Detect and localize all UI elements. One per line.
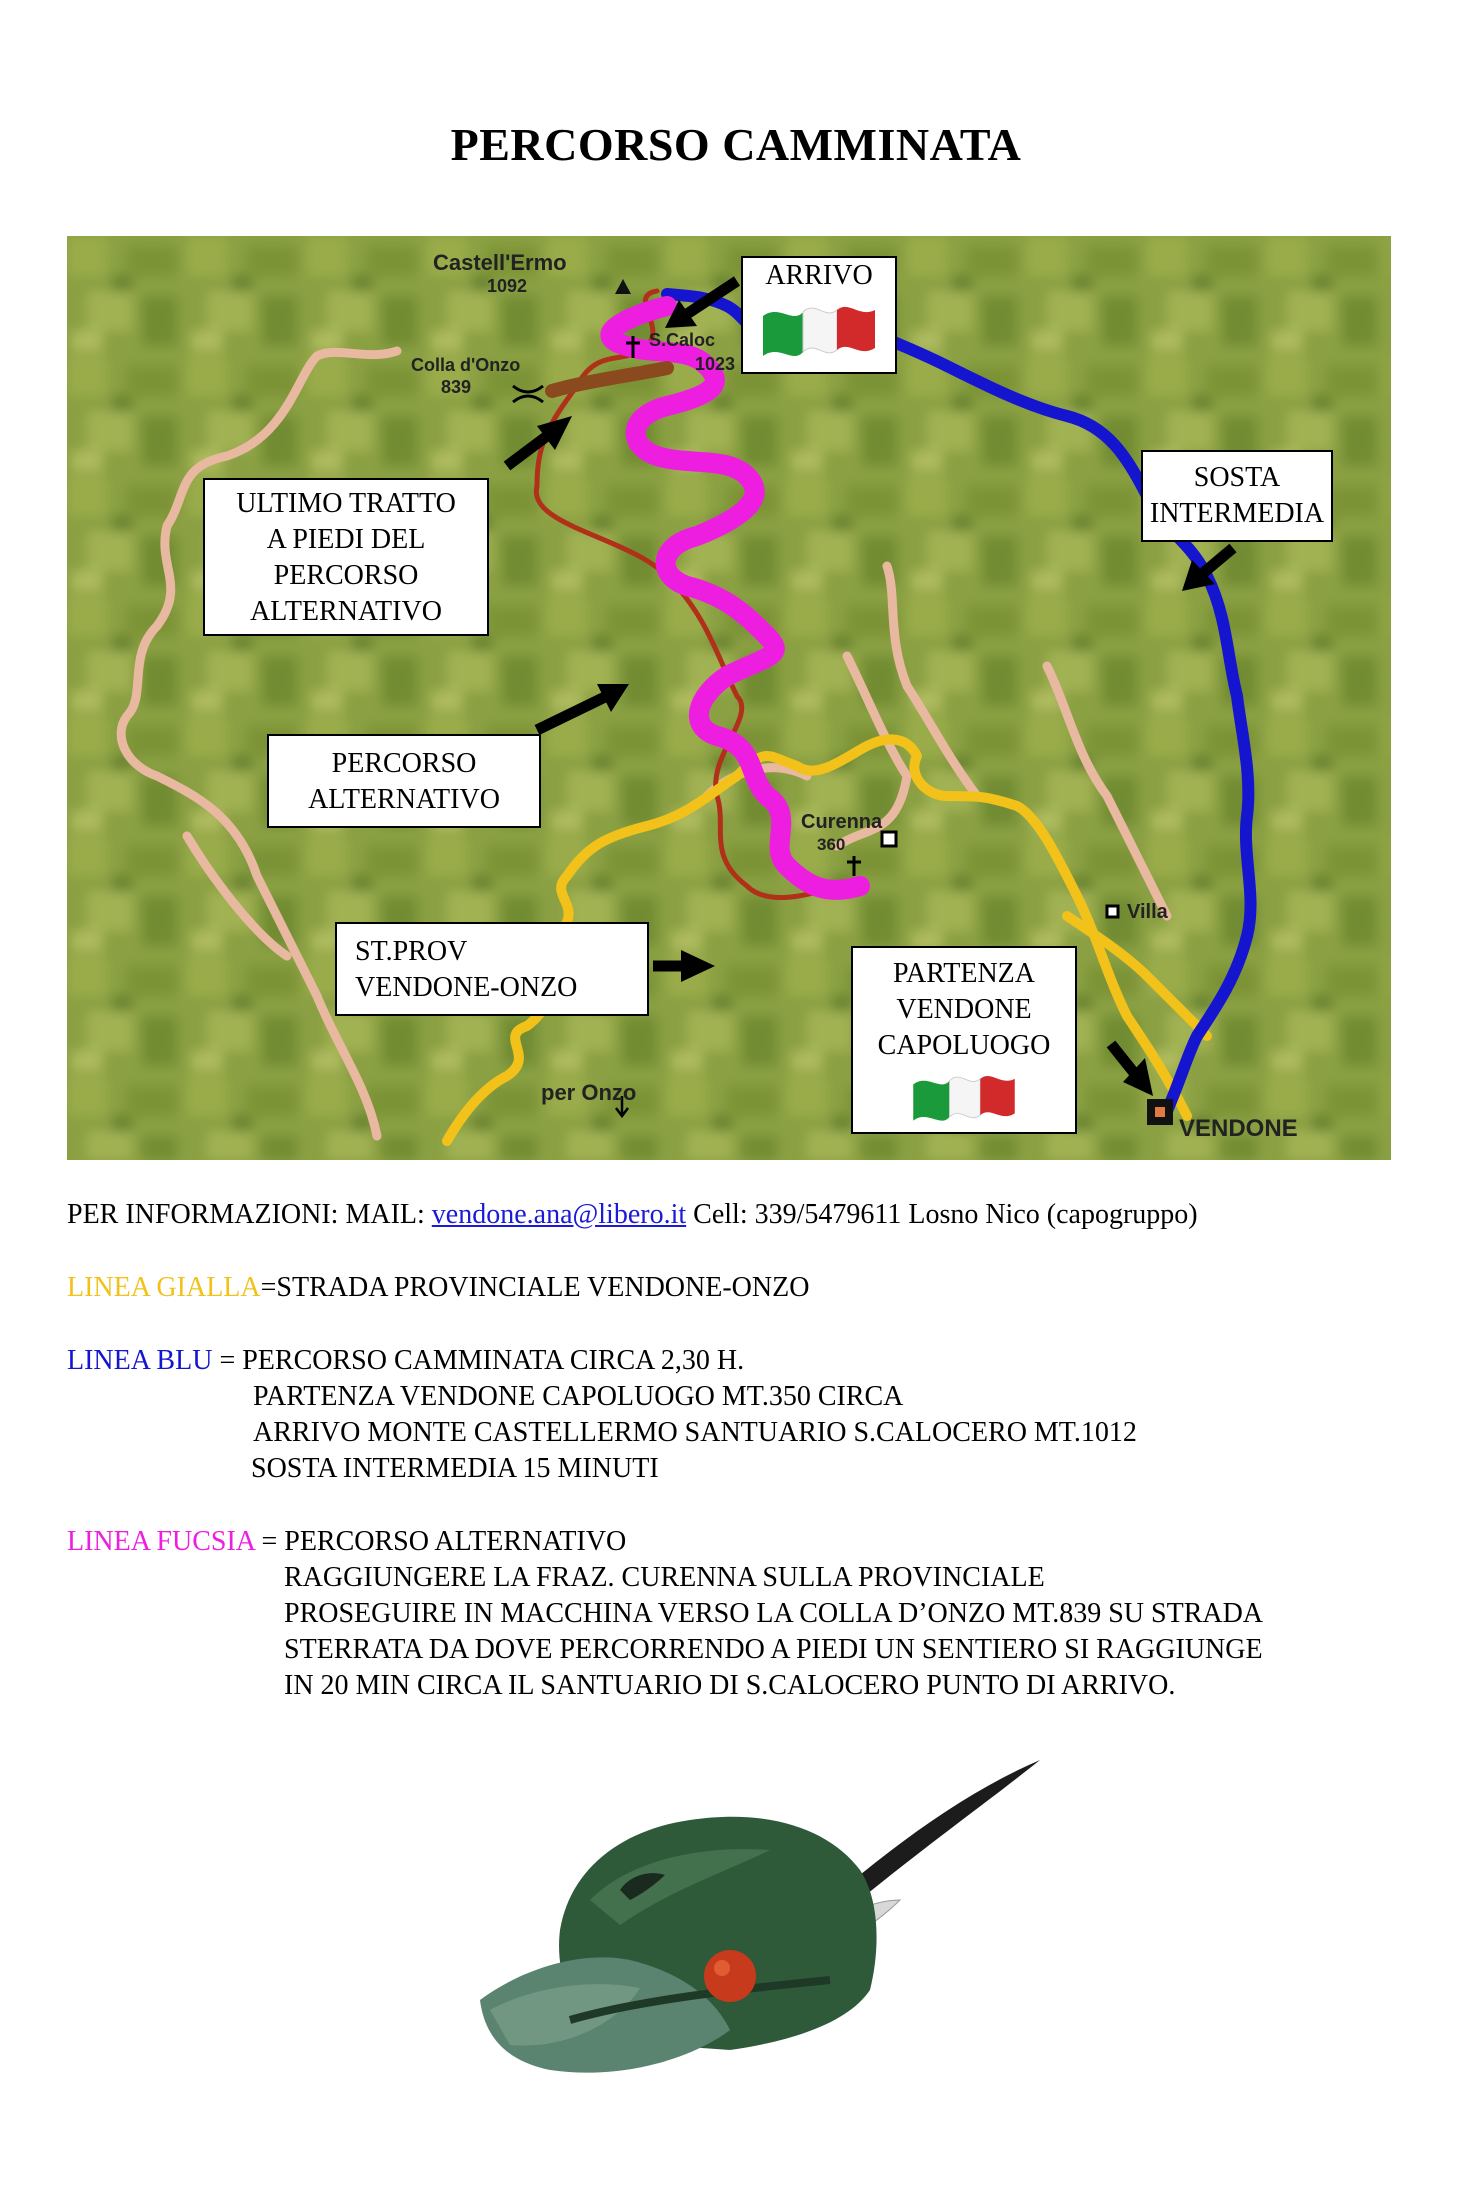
label-s-calocero: S.Caloc [649,330,716,350]
legend-blue-first: = PERCORSO CAMMINATA CIRCA 2,30 H. [212,1345,745,1376]
callout-sosta-intermedia [1141,450,1333,542]
callout-alternativo-line2: ALTERNATIVO [308,784,500,815]
label-castell-ermo: Castell'Ermo [433,250,567,275]
legend-fuchsia-first: = PERCORSO ALTERNATIVO [254,1526,627,1557]
callout-stprov-line1: ST.PROV [355,936,468,967]
callout-ultimo-line1: ULTIMO TRATTO [236,488,456,519]
legend-yellow [67,1270,809,1306]
callout-partenza-line2: VENDONE [896,994,1032,1025]
callout-percorso-alternativo [267,734,541,828]
legend-fuchsia-label: LINEA FUCSIA [67,1526,255,1557]
legend-fuchsia-line1: RAGGIUNGERE LA FRAZ. CURENNA SULLA PROVINCIALE [284,1562,1045,1593]
callout-st-prov [335,922,649,1016]
legend-blue-line2: ARRIVO MONTE CASTELLERMO SANTUARIO S.CALOCERO MT.1012 [253,1417,1137,1448]
label-vendone: VENDONE [1179,1115,1298,1142]
label-curenna-alt: 360 [817,835,846,854]
legend-fuchsia [67,1524,626,1560]
legend-fuchsia-line4: IN 20 MIN CIRCA IL SANTUARIO DI S.CALOCERO PUNTO DI ARRIVO. [284,1670,1176,1701]
legend-fuchsia-line2: PROSEGUIRE IN MACCHINA VERSO LA COLLA D’ONZO MT.839 SU STRADA [284,1598,1264,1629]
callout-stprov-line2: VENDONE-ONZO [355,972,578,1003]
page-title: PERCORSO CAMMINATA [450,119,1022,170]
alpine-hat-icon [470,1750,1050,2080]
callout-partenza-line3: CAPOLUOGO [877,1030,1051,1061]
email-link[interactable]: vendone.ana@libero.it [431,1199,687,1230]
callout-ultimo-line2: A PIEDI DEL [266,524,426,555]
route-map [67,236,1391,1160]
label-castell-ermo-alt: 1092 [487,276,528,296]
callout-alternativo-line1: PERCORSO [331,748,477,779]
callout-sosta-line1: SOSTA [1193,462,1281,493]
label-colla-onzo-alt: 839 [441,377,472,397]
contact-info [67,1197,1198,1233]
villa-icon [1107,906,1118,917]
contact-suffix: Cell: 339/5479611 Losno Nico (capogruppo) [686,1199,1198,1230]
contact-prefix: PER INFORMAZIONI: MAIL: [67,1199,432,1230]
italian-flag-icon [759,298,879,362]
label-s-calocero-alt: 1023 [695,354,736,374]
callout-ultimo-line3: PERCORSO [273,560,419,591]
callout-arrivo [741,256,897,374]
label-curenna: Curenna [801,811,883,833]
label-villa: Villa [1127,901,1168,923]
italian-flag-icon [904,1068,1024,1126]
legend-fuchsia-line3: STERRATA DA DOVE PERCORRENDO A PIEDI UN SENTIERO SI RAGGIUNGE [284,1634,1263,1665]
legend-blue-line1: PARTENZA VENDONE CAPOLUOGO MT.350 CIRCA [253,1381,904,1412]
label-per-onzo: per Onzo [541,1080,637,1105]
callout-partenza-line1: PARTENZA [893,958,1035,989]
callout-sosta-line2: INTERMEDIA [1149,498,1325,529]
callout-partenza [851,946,1077,1134]
legend-blue-line3: SOSTA INTERMEDIA 15 MINUTI [251,1453,659,1484]
callout-ultimo-line4: ALTERNATIVO [250,596,442,627]
legend-blue [67,1343,744,1379]
legend-yellow-label: LINEA GIALLA [67,1272,261,1303]
callout-arrivo-text: ARRIVO [765,260,873,291]
map-canvas [67,236,1391,1160]
label-colla-onzo: Colla d'Onzo [411,355,521,375]
legend-blue-label: LINEA BLU [67,1345,213,1376]
callout-ultimo-tratto [203,478,489,636]
legend-yellow-text: =STRADA PROVINCIALE VENDONE-ONZO [260,1272,810,1303]
